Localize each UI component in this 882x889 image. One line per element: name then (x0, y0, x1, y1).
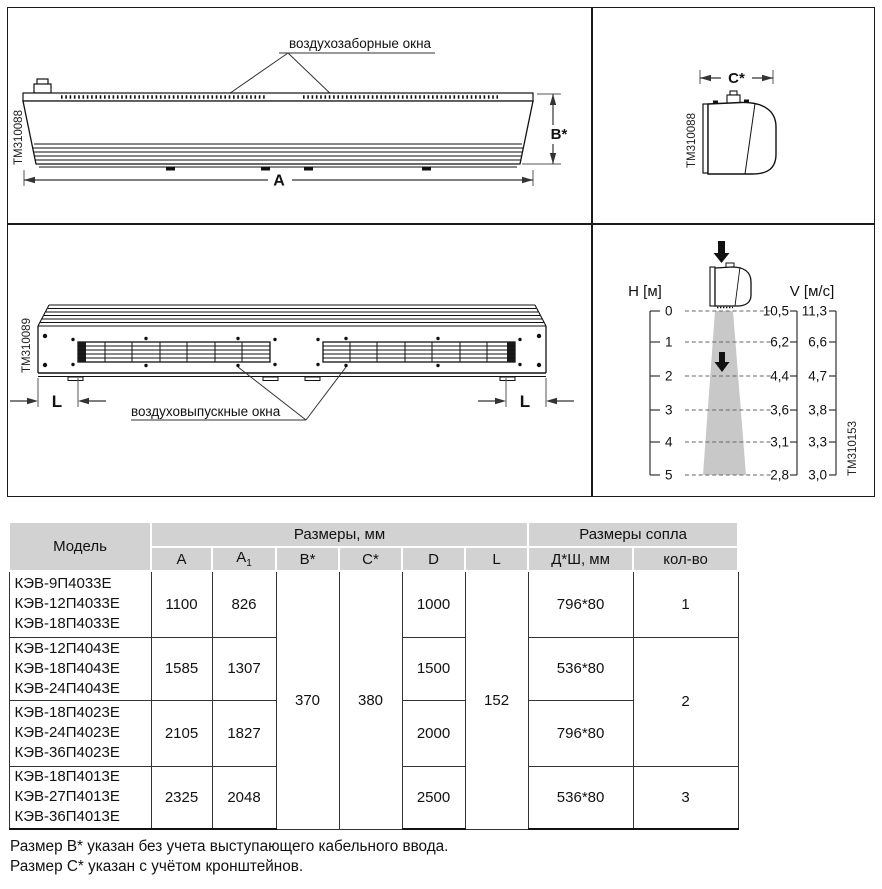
cell-a: 2325 (151, 766, 212, 829)
roof-ribs (38, 305, 546, 326)
dimension-l-right (478, 378, 574, 411)
footnote-c: Размер С* указан с учётом кронштейнов. (10, 857, 304, 875)
svg-text:5: 5 (665, 467, 673, 483)
bottom-view-tm-code: TM310089 (21, 318, 33, 373)
unit-icon (710, 263, 751, 308)
panel-vertical-divider (591, 8, 593, 496)
svg-text:2,8: 2,8 (770, 467, 789, 483)
svg-text:10,5: 10,5 (762, 303, 789, 319)
cell-a1: 1827 (212, 700, 276, 766)
svg-text:3,1: 3,1 (770, 434, 789, 450)
side-view-drawing (593, 8, 875, 223)
h-scale-values (665, 304, 673, 483)
cell-a: 1100 (151, 571, 212, 637)
dim-c-label: C* (728, 70, 745, 87)
cell-d: 2000 (402, 700, 465, 766)
intake-windows-callout (223, 36, 435, 98)
cell-qty-merged: 2 (633, 637, 738, 766)
mounting-feet (166, 167, 431, 171)
col-header-c: C* (339, 547, 402, 571)
top-band (23, 93, 533, 101)
outlet-grille-right (316, 337, 521, 367)
cell-b-merged: 370 (276, 571, 339, 829)
drawings-panel (7, 7, 875, 497)
svg-text:1: 1 (665, 334, 673, 350)
col-header-nozzle-size: Д*Ш, мм (528, 547, 633, 571)
cell-qty: 1 (633, 571, 738, 637)
col-group-nozzle: Размеры сопла (528, 522, 738, 547)
cell-qty: 3 (633, 766, 738, 829)
dim-b-label: B* (550, 126, 568, 143)
col-header-d: D (402, 547, 465, 571)
svg-text:3,3: 3,3 (808, 434, 827, 450)
v1-scale-bracket (790, 311, 797, 475)
side-view-tm-code: TM310088 (686, 113, 698, 168)
outlet-grille-left (71, 337, 276, 367)
col-header-b: B* (276, 547, 339, 571)
model-cell: КЭВ-18П4023Е КЭВ-24П4023Е КЭВ-36П4023Е (9, 700, 151, 766)
table-row (9, 571, 738, 637)
cell-nozzle: 796*80 (528, 700, 633, 766)
svg-text:3,0: 3,0 (808, 467, 827, 483)
footnotes (10, 837, 448, 876)
cell-a: 2105 (151, 700, 212, 766)
cell-nozzle: 796*80 (528, 571, 633, 637)
dim-l-left-label: L (51, 392, 63, 411)
dimensions-table (8, 521, 739, 830)
table-header-group-row (9, 522, 738, 547)
bottom-view-drawing (8, 225, 591, 497)
velocity-diagram (593, 225, 875, 497)
front-view-drawing (8, 8, 591, 223)
dim-a-label: A (273, 172, 285, 190)
footnote-b: Размер В* указан без учета выступающего кабельного ввода. (10, 838, 449, 855)
svg-text:4,4: 4,4 (770, 368, 789, 384)
mounting-brackets (68, 377, 515, 381)
model-cell: КЭВ-12П4043Е КЭВ-18П4043Е КЭВ-24П4043Е (9, 637, 151, 700)
svg-text:3,6: 3,6 (770, 402, 789, 418)
panel-horizontal-divider (8, 223, 874, 225)
svg-text:2: 2 (665, 368, 673, 384)
airflow-arrow-top (714, 241, 730, 263)
v1-scale-values (763, 304, 790, 483)
cell-a1: 2048 (212, 766, 276, 829)
cell-c-merged: 380 (339, 571, 402, 829)
outlet-windows-label: воздуховыпускные окна (131, 404, 281, 419)
dimension-c (700, 70, 773, 87)
airflow-cone (703, 311, 746, 475)
h-scale-bracket (650, 311, 660, 475)
svg-text:6,2: 6,2 (770, 334, 789, 350)
cell-nozzle: 536*80 (528, 766, 633, 829)
side-body (708, 102, 776, 174)
svg-text:4,7: 4,7 (808, 368, 827, 384)
col-header-a1: $A_1$ (212, 547, 276, 571)
cell-a1: 1307 (212, 637, 276, 700)
cell-a: 1585 (151, 637, 212, 700)
col-header-l: L (465, 547, 528, 571)
back-plate (703, 104, 708, 173)
v2-scale-values (802, 304, 827, 483)
side-cable-gland-cap (730, 91, 737, 95)
front-body (23, 101, 533, 164)
svg-text:0: 0 (665, 303, 673, 319)
cell-d: 1500 (402, 637, 465, 700)
v2-scale-bracket (829, 311, 836, 475)
col-header-qty: кол-во (633, 547, 738, 571)
col-group-dimensions: Размеры, мм (151, 522, 528, 547)
air-curtain-front-outline (23, 79, 533, 171)
dim-l-right-label: L (519, 392, 531, 411)
svg-text:11,3: 11,3 (801, 303, 827, 319)
cell-l-merged: 152 (465, 571, 528, 829)
svg-text:6,6: 6,6 (808, 334, 827, 350)
col-header-model: Модель (9, 522, 151, 571)
model-cell: КЭВ-18П4013Е КЭВ-27П4013Е КЭВ-36П4013Е (9, 766, 151, 829)
v-axis-label: V [м/с] (789, 283, 835, 300)
outlet-windows-callout (131, 367, 346, 420)
h-axis-label: H [м] (628, 283, 662, 300)
dimension-a (24, 170, 533, 190)
col-header-a: A (151, 547, 212, 571)
svg-text:3: 3 (665, 402, 673, 418)
cell-nozzle: 536*80 (528, 637, 633, 700)
cell-a1: 826 (212, 571, 276, 637)
cell-d: 1000 (402, 571, 465, 637)
model-cell: КЭВ-9П4033Е КЭВ-12П4033Е КЭВ-18П4033Е (9, 571, 151, 637)
air-curtain-side-outline (703, 91, 776, 174)
dimension-l-left (10, 378, 106, 411)
intake-windows-label: воздухозаборные окна (288, 36, 432, 51)
front-view-tm-code: TM310088 (13, 110, 25, 165)
svg-text:3,8: 3,8 (808, 402, 827, 418)
svg-text:4: 4 (665, 434, 673, 450)
cell-d: 2500 (402, 766, 465, 829)
cable-gland-body (34, 84, 51, 93)
velocity-tm-code: TM310153 (847, 421, 859, 476)
